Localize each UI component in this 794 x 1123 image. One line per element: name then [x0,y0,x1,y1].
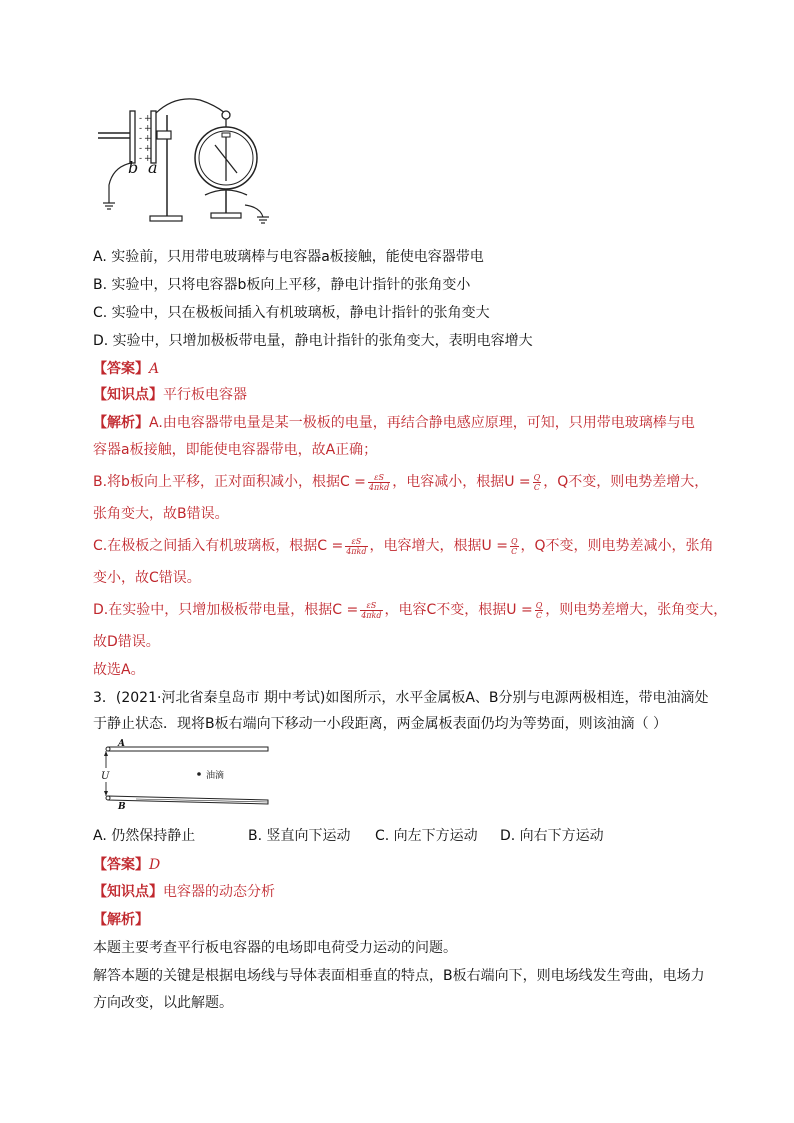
answer-label: 【答案】 [93,361,149,377]
analysis-label: 【解析】 [93,912,149,928]
analysis-c-text: ，Q不变，则电势差减小，张角 [520,538,714,554]
svg-text:-: - [139,154,143,164]
fraction-denominator: C [533,482,541,492]
analysis-d-text: ，电容C不变，根据U = [384,602,533,618]
fraction-numerator: εS [345,537,367,547]
analysis-d-text: ，则电势差增大，张角变大， [545,602,728,618]
answer-value: A [149,361,160,377]
analysis-d-text: D.在实验中，只增加极板带电量，根据C = [93,602,359,618]
analysis-label: 【解析】 [93,415,149,431]
analysis-text: A.由电容器带电量是某一极板的电量，再结合静电感应原理，可知，只用带电玻璃棒与电 [149,415,695,431]
q3-analysis-1: 本题主要考查平行板电容器的电场即电荷受力运动的问题。 [93,940,457,956]
svg-text:-: - [139,144,143,154]
fraction-denominator: 4πkd [368,482,390,492]
q3-knowledge-row [93,882,275,902]
fraction-u [510,537,519,556]
knowledge-label: 【知识点】 [93,884,163,900]
fraction-denominator: C [511,546,518,556]
q2-option-d: D. 实验中，只增加极板带电量，静电计指针的张角变大，表明电容增大 [93,333,533,349]
fraction-numerator: Q [533,472,541,482]
q3-answer-row [93,855,160,875]
label-b: b [128,158,139,177]
label-a: a [148,158,158,177]
fraction-numerator: Q [535,600,543,610]
answer-value: D [149,857,161,873]
fraction-numerator: εS [360,601,382,611]
oil-drop-label: 油滴 [206,771,225,781]
electroscope-figure [95,95,285,230]
oil-drop-dot [197,772,201,776]
knowledge-label: 【知识点】 [93,387,163,403]
fraction-numerator: Q [510,536,518,546]
q2-analysis-row-d1 [93,600,727,620]
label-A: A [118,739,125,749]
fraction-denominator: 4πkd [361,610,382,620]
svg-text:+: + [144,144,152,154]
q2-option-a: A. 实验前，只用带电玻璃棒与电容器a板接触，能使电容器带电 [93,249,484,265]
svg-text:-: - [139,124,143,134]
q3-analysis-label-row [93,910,149,930]
analysis-b-text: ，电容减小，根据U = [392,474,531,490]
knowledge-value: 电容器的动态分析 [163,884,275,900]
q2-analysis-row-c2: 变小，故C错误。 [93,570,201,586]
fraction-u [535,601,544,620]
label-U: U [101,771,110,782]
q2-option-b: B. 实验中，只将电容器b板向上平移，静电计指针的张角变小 [93,277,471,293]
svg-text:+: + [144,154,152,164]
svg-text:+: + [144,134,152,144]
answer-label: 【答案】 [93,857,149,873]
q2-analysis-row-b2: 张角变大，故B错误。 [93,506,229,522]
q2-analysis-row-2: 容器a板接触，即能使电容器带电，故A正确； [93,442,378,458]
q2-option-c: C. 实验中，只在极板间插入有机玻璃板，静电计指针的张角变大 [93,305,490,321]
analysis-c-text: C.在极板之间插入有机玻璃板，根据C = [93,538,344,554]
fraction-c [360,601,382,620]
svg-text:-: - [139,114,143,124]
q3-option-d: D. 向右下方运动 [500,828,604,844]
capacitor-figure [96,738,276,812]
q3-stem-2: 于静止状态．现将B板右端向下移动一小段距离，两金属板表面仍均为等势面，则该油滴（ ） [93,716,668,732]
q2-analysis-row-c1 [93,536,714,556]
knowledge-value: 平行板电容器 [163,387,247,403]
q3-options-row [93,826,604,846]
q3-option-b: B. 竖直向下运动 [248,828,351,844]
q2-analysis-row-d2: 故D错误。 [93,634,160,650]
fraction-c [368,473,390,492]
q2-analysis-row-1 [93,413,695,433]
fraction-c [345,537,367,556]
q3-option-c: C. 向左下方运动 [375,828,478,844]
fraction-u [533,473,542,492]
q3-option-a: A. 仍然保持静止 [93,828,196,844]
svg-text:-: - [139,134,143,144]
q3-stem-1: 3．(2021·河北省秦皇岛市 期中考试)如图所示，水平金属板A、B分别与电源两极相连，带电油滴处 [93,690,709,706]
fraction-numerator: εS [368,473,390,483]
q3-analysis-2: 解答本题的关键是根据电场线与导体表面相垂直的特点，B板右端向下，则电场线发生弯曲，电场力 [93,968,705,984]
svg-text:+: + [144,114,152,124]
fraction-denominator: 4πkd [346,546,367,556]
q2-knowledge-row [93,385,247,405]
analysis-b-text: ，Q不变，则电势差增大， [543,474,709,490]
q2-analysis-row-b1 [93,472,708,492]
label-B: B [118,802,126,812]
fraction-denominator: C [535,610,543,620]
q2-conclusion: 故选A。 [93,662,145,678]
q3-analysis-3: 方向改变，以此解题。 [93,995,233,1011]
analysis-b-text: B.将b板向上平移，正对面积减小，根据C = [93,474,366,490]
analysis-c-text: ，电容增大，根据U = [369,538,508,554]
q2-answer-row [93,359,159,379]
svg-text:+: + [144,124,152,134]
